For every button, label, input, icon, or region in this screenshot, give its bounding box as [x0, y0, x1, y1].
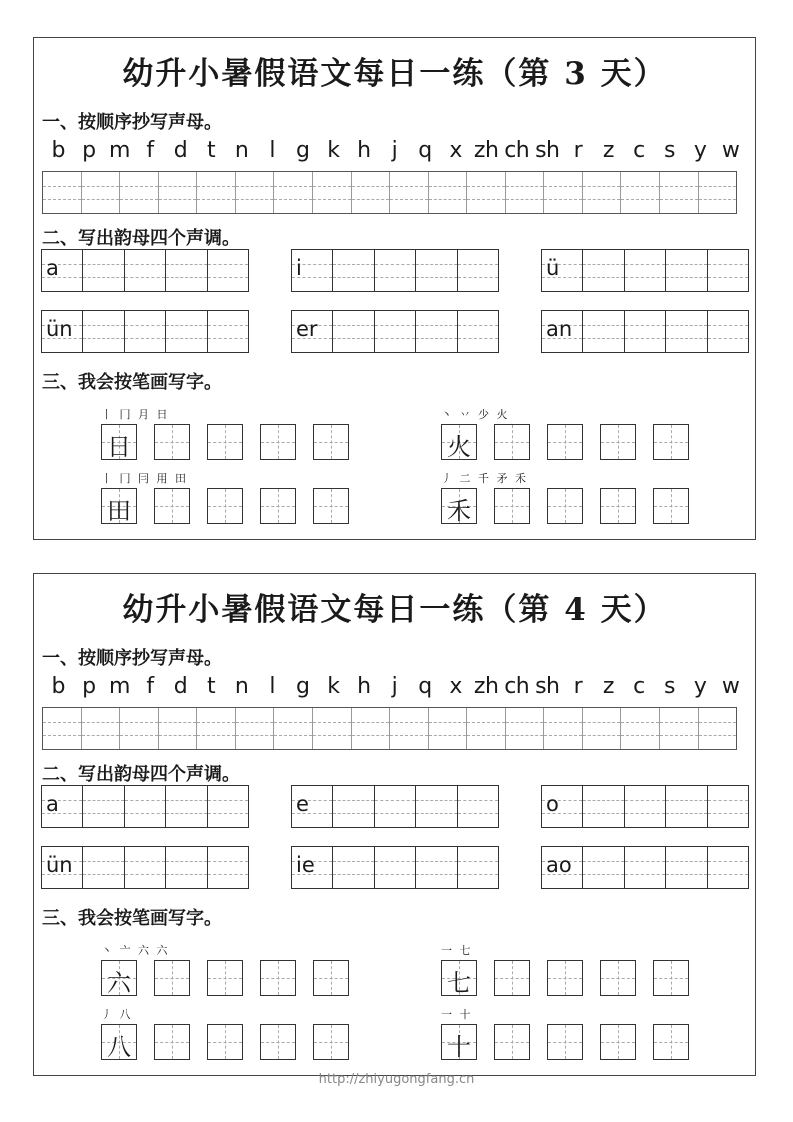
character-practice-row: [441, 488, 689, 524]
model-character-box: [101, 1024, 137, 1060]
initial-letter: x: [449, 138, 462, 163]
copy-cell[interactable]: [43, 172, 82, 213]
model-character: 火: [447, 433, 471, 461]
model-character: 禾: [447, 497, 471, 525]
tone-cell[interactable]: [583, 311, 624, 352]
model-character-box: [101, 424, 137, 460]
tone-writing-box[interactable]: [541, 785, 749, 828]
tone-cell[interactable]: [333, 847, 374, 888]
section-heading: 二、写出韵母四个声调。: [42, 764, 240, 785]
tone-writing-box[interactable]: [291, 310, 499, 353]
tone-cell[interactable]: [208, 786, 248, 827]
tone-cell[interactable]: [458, 250, 498, 291]
initial-letter: f: [146, 138, 154, 163]
tone-cell[interactable]: [208, 311, 248, 352]
initial-letter: l: [269, 138, 276, 163]
initial-letter: f: [146, 674, 154, 699]
practice-box[interactable]: [547, 488, 583, 524]
practice-box[interactable]: [260, 1024, 296, 1060]
initial-letter: c: [633, 138, 645, 163]
copy-cell[interactable]: [159, 708, 198, 749]
tone-cell[interactable]: [625, 311, 666, 352]
initial-letter: y: [693, 138, 707, 163]
tone-cell[interactable]: [708, 250, 748, 291]
tone-cell[interactable]: [333, 311, 374, 352]
practice-box[interactable]: [154, 960, 190, 996]
initial-letter: g: [296, 138, 310, 163]
model-character-box: [101, 960, 137, 996]
model-character-box: [441, 424, 477, 460]
tone-writing-box[interactable]: [41, 846, 249, 889]
initial-letter: w: [721, 138, 740, 163]
final-label: ün: [46, 853, 73, 877]
practice-box[interactable]: [600, 488, 636, 524]
copy-grid[interactable]: [42, 171, 737, 214]
initial-letter: h: [357, 674, 371, 699]
section-heading: 一、按顺序抄写声母。: [42, 648, 222, 669]
initial-letter: ch: [504, 138, 530, 163]
initial-letter: z: [602, 138, 614, 163]
stroke-order: 丿 二 千 矛 禾: [441, 472, 528, 485]
copy-cell[interactable]: [274, 708, 313, 749]
model-character: 田: [107, 497, 131, 525]
practice-box[interactable]: [547, 424, 583, 460]
initial-letter: sh: [535, 138, 560, 163]
tone-cell[interactable]: [83, 311, 124, 352]
tone-cell[interactable]: [83, 786, 124, 827]
tone-cell[interactable]: [125, 311, 166, 352]
tone-cell[interactable]: [416, 847, 457, 888]
model-character: 十: [447, 1033, 471, 1061]
tone-writing-box[interactable]: [41, 785, 249, 828]
practice-box[interactable]: [207, 1024, 243, 1060]
initial-letter: y: [693, 674, 707, 699]
copy-cell[interactable]: [313, 708, 352, 749]
copy-cell[interactable]: [197, 708, 236, 749]
tone-cell[interactable]: [708, 786, 748, 827]
initial-letter: p: [82, 674, 96, 699]
practice-box[interactable]: [313, 960, 349, 996]
final-label: ün: [46, 317, 73, 341]
model-character-box: [101, 488, 137, 524]
copy-cell[interactable]: [621, 708, 660, 749]
character-practice-row: [441, 424, 689, 460]
tone-cell[interactable]: [666, 786, 707, 827]
stroke-order: 丿 八: [101, 1008, 133, 1021]
tone-writing-box[interactable]: [541, 249, 749, 292]
initials-row: [43, 674, 746, 704]
final-label: ü: [546, 256, 560, 280]
tone-cell[interactable]: [666, 847, 707, 888]
tone-cell[interactable]: [416, 250, 457, 291]
practice-box[interactable]: [653, 1024, 689, 1060]
copy-cell[interactable]: [506, 708, 545, 749]
tone-writing-box[interactable]: [541, 846, 749, 889]
stroke-order: 丶 亠 六 六: [101, 944, 170, 957]
initial-letter: s: [664, 674, 676, 699]
initial-letter: zh: [473, 138, 499, 163]
panel-title: 幼升小暑假语文每日一练（第 3 天）: [122, 56, 667, 92]
practice-box[interactable]: [260, 488, 296, 524]
stroke-order: 一 十: [441, 1008, 473, 1021]
copy-cell[interactable]: [429, 172, 468, 213]
tone-cell[interactable]: [625, 250, 666, 291]
copy-cell[interactable]: [390, 708, 429, 749]
practice-box[interactable]: [600, 424, 636, 460]
tone-writing-box[interactable]: [291, 249, 499, 292]
model-character-box: [441, 960, 477, 996]
tone-cell[interactable]: [666, 250, 707, 291]
final-label: e: [296, 792, 309, 816]
tone-cell[interactable]: [333, 786, 374, 827]
practice-panel: [33, 573, 756, 1076]
section-heading: 三、我会按笔画写字。: [42, 908, 222, 929]
practice-box[interactable]: [154, 424, 190, 460]
tone-cell[interactable]: [458, 311, 498, 352]
tone-cell[interactable]: [458, 847, 498, 888]
model-character: 六: [107, 969, 131, 997]
practice-box[interactable]: [494, 1024, 530, 1060]
practice-box[interactable]: [313, 488, 349, 524]
tone-writing-box[interactable]: [541, 310, 749, 353]
initial-letter: p: [82, 138, 96, 163]
tone-cell[interactable]: [208, 847, 248, 888]
copy-cell[interactable]: [544, 172, 583, 213]
initial-letter: w: [721, 674, 740, 699]
practice-box[interactable]: [494, 488, 530, 524]
initial-letter: t: [207, 138, 216, 163]
copy-cell[interactable]: [660, 172, 699, 213]
initial-letter: l: [269, 674, 276, 699]
character-practice-row: [101, 1024, 349, 1060]
model-character: 七: [447, 969, 471, 997]
tone-cell[interactable]: [333, 250, 374, 291]
initial-letter: ch: [504, 674, 530, 699]
practice-box[interactable]: [494, 424, 530, 460]
copy-cell[interactable]: [82, 708, 121, 749]
stroke-order: 丨 冂 月 日: [101, 408, 170, 421]
tone-cell[interactable]: [125, 250, 166, 291]
initial-letter: s: [664, 138, 676, 163]
initial-letter: j: [391, 138, 398, 163]
initial-letter: d: [173, 138, 188, 163]
character-practice-row: [441, 960, 689, 996]
practice-box[interactable]: [600, 1024, 636, 1060]
tone-cell[interactable]: [625, 847, 666, 888]
character-practice-row: [101, 488, 349, 524]
practice-box[interactable]: [207, 960, 243, 996]
character-practice-row: [101, 424, 349, 460]
copy-cell[interactable]: [390, 172, 429, 213]
copy-cell[interactable]: [159, 172, 198, 213]
tone-cell[interactable]: [375, 786, 416, 827]
initial-letter: x: [449, 674, 462, 699]
tone-cell[interactable]: [666, 311, 707, 352]
final-label: a: [46, 792, 59, 816]
character-practice-row: [441, 1024, 689, 1060]
panel-title: 幼升小暑假语文每日一练（第 4 天）: [122, 592, 667, 628]
copy-cell[interactable]: [467, 172, 506, 213]
tone-cell[interactable]: [375, 311, 416, 352]
tone-cell[interactable]: [708, 847, 748, 888]
copy-cell[interactable]: [506, 172, 545, 213]
copy-cell[interactable]: [467, 708, 506, 749]
tone-cell[interactable]: [166, 786, 207, 827]
copy-cell[interactable]: [274, 172, 313, 213]
practice-box[interactable]: [653, 424, 689, 460]
copy-cell[interactable]: [43, 708, 82, 749]
copy-cell[interactable]: [197, 172, 236, 213]
practice-box[interactable]: [207, 424, 243, 460]
tone-writing-box[interactable]: [291, 785, 499, 828]
final-label: a: [46, 256, 59, 280]
section-heading: 三、我会按笔画写字。: [42, 372, 222, 393]
initial-letter: b: [51, 674, 66, 699]
initial-letter: n: [234, 138, 249, 163]
practice-box[interactable]: [154, 488, 190, 524]
tone-cell[interactable]: [83, 250, 124, 291]
tone-cell[interactable]: [583, 786, 624, 827]
practice-box[interactable]: [653, 960, 689, 996]
initial-letter: m: [108, 138, 130, 163]
final-label: an: [546, 317, 573, 341]
initial-letter: k: [327, 674, 340, 699]
practice-box[interactable]: [547, 1024, 583, 1060]
stroke-order: 一 七: [441, 944, 473, 957]
tone-cell[interactable]: [375, 250, 416, 291]
copy-cell[interactable]: [544, 708, 583, 749]
final-label: o: [546, 792, 559, 816]
copy-cell[interactable]: [660, 708, 699, 749]
tone-cell[interactable]: [83, 847, 124, 888]
initial-letter: d: [173, 674, 188, 699]
model-character-box: [441, 1024, 477, 1060]
tone-writing-box[interactable]: [41, 249, 249, 292]
initial-letter: r: [573, 674, 583, 699]
initial-letter: q: [418, 674, 432, 699]
initial-letter: t: [207, 674, 216, 699]
final-label: ao: [546, 853, 572, 877]
initial-letter: zh: [473, 674, 499, 699]
practice-box[interactable]: [600, 960, 636, 996]
initial-letter: q: [418, 138, 432, 163]
copy-cell[interactable]: [583, 172, 622, 213]
initial-letter: n: [234, 674, 249, 699]
practice-box[interactable]: [260, 960, 296, 996]
character-practice-row: [101, 960, 349, 996]
practice-box[interactable]: [313, 1024, 349, 1060]
final-label: ie: [296, 853, 315, 877]
practice-box[interactable]: [154, 1024, 190, 1060]
practice-box[interactable]: [653, 488, 689, 524]
tone-cell[interactable]: [583, 847, 624, 888]
final-label: i: [296, 256, 302, 280]
model-character-box: [441, 488, 477, 524]
initial-letter: h: [357, 138, 371, 163]
initial-letter: m: [108, 674, 130, 699]
copy-cell[interactable]: [621, 172, 660, 213]
initial-letter: sh: [535, 674, 560, 699]
initial-letter: g: [296, 674, 310, 699]
copy-cell[interactable]: [352, 172, 391, 213]
copy-grid[interactable]: [42, 707, 737, 750]
stroke-order: 丨 冂 冃 用 田: [101, 472, 188, 485]
tone-cell[interactable]: [375, 847, 416, 888]
practice-box[interactable]: [494, 960, 530, 996]
tone-writing-box[interactable]: [291, 846, 499, 889]
copy-cell[interactable]: [120, 172, 159, 213]
stroke-order: 丶 丷 少 火: [441, 408, 510, 421]
model-character: 日: [107, 433, 131, 461]
copy-cell[interactable]: [82, 172, 121, 213]
practice-box[interactable]: [547, 960, 583, 996]
initial-letter: c: [633, 674, 645, 699]
practice-box[interactable]: [260, 424, 296, 460]
tone-cell[interactable]: [166, 250, 207, 291]
tone-cell[interactable]: [125, 786, 166, 827]
footer-url: http://zhiyugongfang.cn: [318, 1072, 475, 1087]
tone-cell[interactable]: [458, 786, 498, 827]
tone-cell[interactable]: [125, 847, 166, 888]
initial-letter: z: [602, 674, 614, 699]
copy-cell[interactable]: [120, 708, 159, 749]
copy-cell[interactable]: [236, 172, 275, 213]
copy-cell[interactable]: [352, 708, 391, 749]
section-heading: 二、写出韵母四个声调。: [42, 228, 240, 249]
final-label: er: [296, 317, 318, 341]
tone-cell[interactable]: [208, 250, 248, 291]
copy-cell[interactable]: [699, 708, 737, 749]
tone-cell[interactable]: [583, 250, 624, 291]
initials-row: [43, 138, 746, 168]
initial-letter: k: [327, 138, 340, 163]
tone-cell[interactable]: [166, 847, 207, 888]
tone-cell[interactable]: [416, 786, 457, 827]
tone-cell[interactable]: [166, 311, 207, 352]
tone-cell[interactable]: [708, 311, 748, 352]
initial-letter: r: [573, 138, 583, 163]
copy-cell[interactable]: [583, 708, 622, 749]
tone-writing-box[interactable]: [41, 310, 249, 353]
copy-cell[interactable]: [313, 172, 352, 213]
tone-cell[interactable]: [416, 311, 457, 352]
practice-panel: [33, 37, 756, 540]
section-heading: 一、按顺序抄写声母。: [42, 112, 222, 133]
model-character: 八: [107, 1033, 131, 1061]
copy-cell[interactable]: [429, 708, 468, 749]
practice-box[interactable]: [313, 424, 349, 460]
initial-letter: b: [51, 138, 66, 163]
initial-letter: j: [391, 674, 398, 699]
copy-cell[interactable]: [699, 172, 737, 213]
practice-box[interactable]: [207, 488, 243, 524]
copy-cell[interactable]: [236, 708, 275, 749]
tone-cell[interactable]: [625, 786, 666, 827]
